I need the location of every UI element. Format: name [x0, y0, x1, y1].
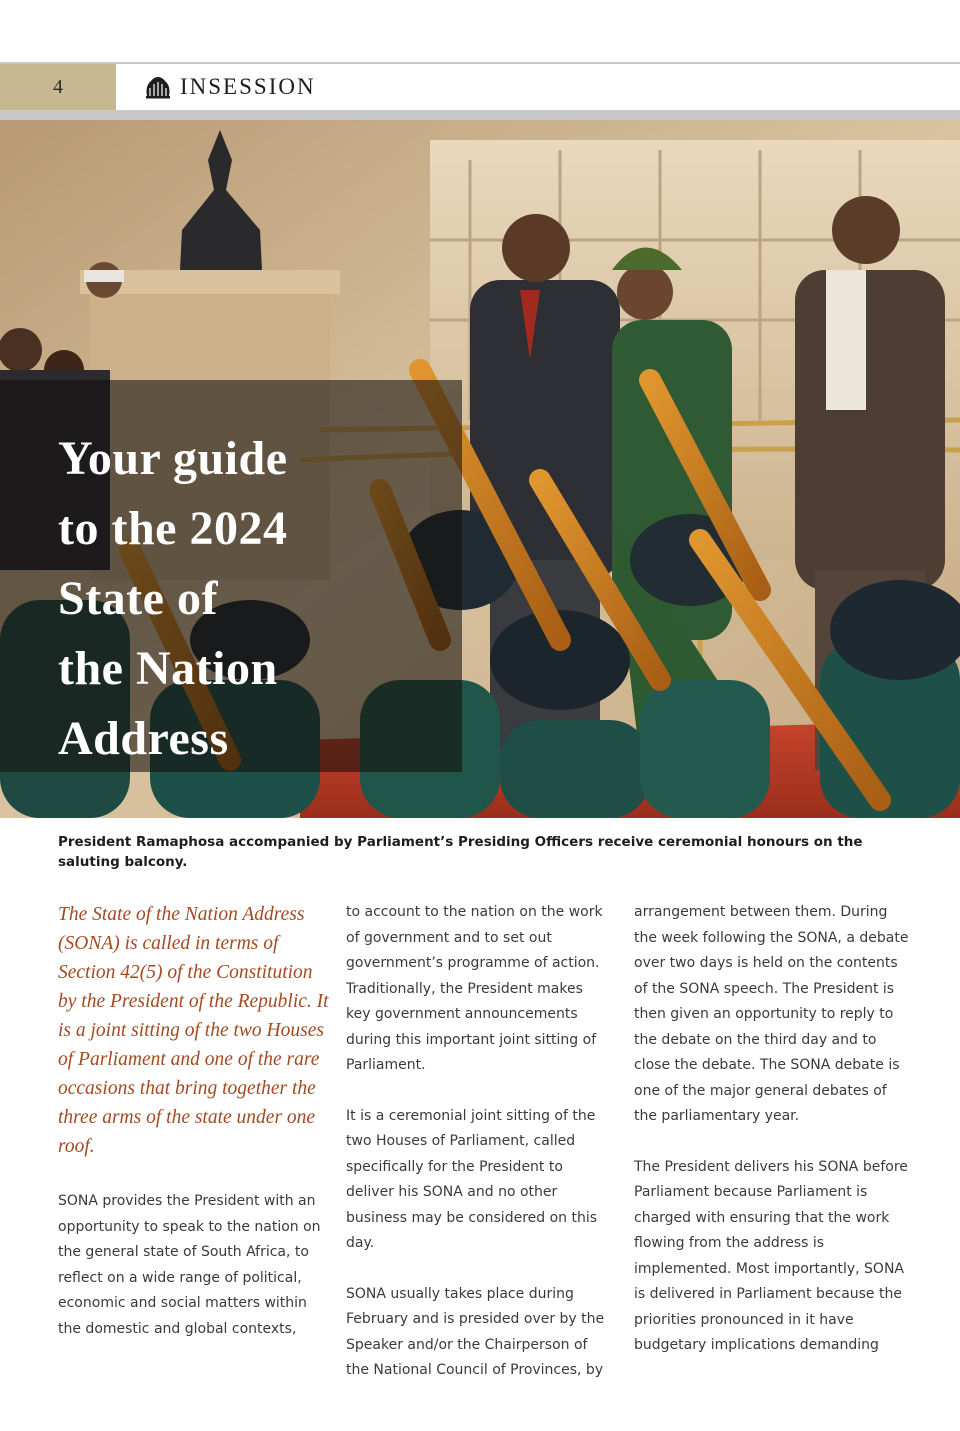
title-line: to the 2024 [58, 502, 288, 555]
article-column-1 [58, 900, 330, 1367]
title-line: the Nation [58, 642, 278, 695]
brand [144, 64, 316, 110]
page-number-box [0, 64, 116, 110]
body-paragraph: The President delivers his SONA before Parliament because Parliament is charged with ensuring that the work flowing from the address is implemented. Most importantly, SONA is delivered in Parliament because the priorities pronounced in it have budgetary implications demanding [634, 1158, 908, 1353]
body-paragraph: SONA usually takes place during February and is presided over by the Speaker and/or the Chairperson of the National Council of Provinces, by [346, 1285, 605, 1378]
parliament-crest-icon [144, 74, 172, 100]
intro-paragraph: The State of the Nation Address (SONA) is called in terms of Section 42(5) of the Constitution by the President of the Republic. It is a joint sitting of the two Houses of Parliament and one of the rare occasions that bring together the three arms of the state under one roof. [58, 904, 329, 1157]
title-line: State of [58, 572, 218, 625]
brand-name: INSESSION [180, 74, 316, 99]
page-title [58, 424, 438, 774]
body-paragraph: to account to the nation on the work of government and to set out government’s programme of action. Traditionally, the President makes key government announcements during this important joint sitting of Parliament. [346, 904, 603, 1073]
title-line: Address [58, 712, 229, 765]
photo-caption: President Ramaphosa accompanied by Parliament’s Presiding Officers receive ceremonial honours on the saluting balcony. [58, 834, 863, 870]
body-paragraph: It is a ceremonial joint sitting of the two Houses of Parliament, called specifically for the President to deliver his SONA and no other business may be considered on this day. [346, 1107, 598, 1251]
article-column-2 [346, 900, 608, 1409]
page-header [0, 64, 960, 110]
body-paragraph: SONA provides the President with an opportunity to speak to the nation on the general state of South Africa, to reflect on a wide range of political, economic and social matters within the domestic and global contexts, [58, 1193, 321, 1337]
article-column-3 [634, 900, 914, 1384]
title-line: Your guide [58, 432, 288, 485]
body-paragraph: arrangement between them. During the week following the SONA, a debate over two days is held on the contents of the SONA speech. The President is then given an opportunity to reply to the debate on the third day and to close the debate. The SONA debate is one of the major general debates of the parliamentary year. [634, 904, 909, 1124]
page-number: 4 [53, 75, 63, 98]
header-band [0, 110, 960, 120]
